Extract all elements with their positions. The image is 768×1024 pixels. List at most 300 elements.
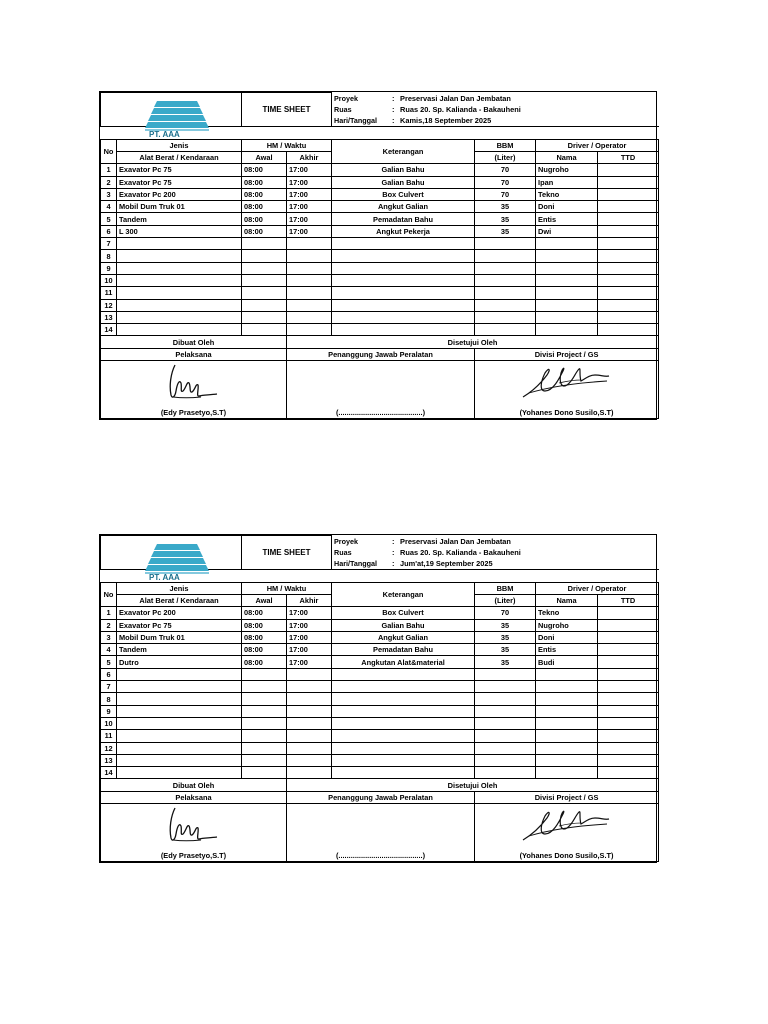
sheet-title: TIME SHEET <box>242 93 332 127</box>
row-akhir <box>287 238 332 250</box>
row-nama <box>536 705 598 717</box>
header-awal: Awal <box>242 594 287 606</box>
row-nama: Doni <box>536 631 598 643</box>
row-nama <box>536 730 598 742</box>
row-bbm: 70 <box>475 607 536 619</box>
row-ttd <box>598 730 659 742</box>
row-awal: 08:00 <box>242 644 287 656</box>
header-driver: Driver / Operator <box>536 582 659 594</box>
row-ttd <box>598 287 659 299</box>
header-alat: Alat Berat / Kendaraan <box>117 151 242 163</box>
pelaksana-label: Pelaksana <box>101 791 287 803</box>
table-row <box>101 176 659 188</box>
row-keterangan: Galian Bahu <box>332 619 475 631</box>
row-bbm <box>475 668 536 680</box>
info-row: Ruas : Ruas 20. Sp. Kalianda - Bakauheni <box>332 104 659 115</box>
header-bbm: BBM <box>475 582 536 594</box>
signer-name: (Edy Prasetyo,S.T) <box>160 408 227 418</box>
row-akhir: 17:00 <box>287 607 332 619</box>
row-bbm: 35 <box>475 656 536 668</box>
row-akhir: 17:00 <box>287 164 332 176</box>
row-bbm <box>475 767 536 779</box>
row-alat <box>117 705 242 717</box>
row-awal: 08:00 <box>242 213 287 225</box>
row-keterangan: Angkut Galian <box>332 201 475 213</box>
row-akhir <box>287 705 332 717</box>
row-no: 9 <box>101 705 117 717</box>
row-nama <box>536 681 598 693</box>
signer-name: (Edy Prasetyo,S.T) <box>160 851 227 861</box>
header-keterangan: Keterangan <box>332 139 475 164</box>
info-value: Ruas 20. Sp. Kalianda - Bakauheni <box>400 547 521 557</box>
table-row <box>101 730 659 742</box>
row-bbm <box>475 730 536 742</box>
row-awal: 08:00 <box>242 619 287 631</box>
row-alat <box>117 262 242 274</box>
row-awal: 08:00 <box>242 188 287 200</box>
logo-cell <box>101 93 242 139</box>
table-row <box>101 681 659 693</box>
row-nama: Doni <box>536 201 598 213</box>
row-no: 4 <box>101 644 117 656</box>
row-ttd <box>598 742 659 754</box>
header-no: No <box>101 582 117 607</box>
row-alat <box>117 742 242 754</box>
row-no: 8 <box>101 693 117 705</box>
row-alat <box>117 693 242 705</box>
row-nama <box>536 311 598 323</box>
row-no: 10 <box>101 274 117 286</box>
table-row <box>101 754 659 766</box>
row-bbm: 35 <box>475 644 536 656</box>
row-ttd <box>598 324 659 336</box>
table-row <box>101 668 659 680</box>
row-keterangan: Galian Bahu <box>332 176 475 188</box>
signature-pelaksana <box>101 361 287 419</box>
company-name: PT. AAA <box>149 573 180 582</box>
header-liter: (Liter) <box>475 594 536 606</box>
header-nama: Nama <box>536 151 598 163</box>
row-bbm <box>475 238 536 250</box>
header-ttd: TTD <box>598 594 659 606</box>
info-row: Hari/Tanggal : Kamis,18 September 2025 <box>332 115 659 127</box>
info-label: Proyek <box>334 93 358 103</box>
row-bbm: 35 <box>475 619 536 631</box>
row-bbm <box>475 742 536 754</box>
row-keterangan <box>332 681 475 693</box>
row-awal <box>242 311 287 323</box>
table-row <box>101 250 659 262</box>
row-no: 3 <box>101 188 117 200</box>
row-keterangan: Angkut Pekerja <box>332 225 475 237</box>
signer-name: (.........................................) <box>335 408 426 418</box>
table-row <box>101 742 659 754</box>
row-akhir <box>287 754 332 766</box>
signature-edy-icon <box>161 804 227 846</box>
row-bbm <box>475 705 536 717</box>
row-awal <box>242 299 287 311</box>
row-bbm <box>475 754 536 766</box>
row-bbm <box>475 250 536 262</box>
disetujui-oleh: Disetujui Oleh <box>287 336 659 348</box>
info-row: Proyek : Preservasi Jalan Dan Jembatan <box>332 93 659 104</box>
row-bbm <box>475 324 536 336</box>
row-keterangan: Galian Bahu <box>332 164 475 176</box>
table-row <box>101 213 659 225</box>
company-name: PT. AAA <box>149 130 180 139</box>
row-no: 2 <box>101 176 117 188</box>
table-row <box>101 324 659 336</box>
row-nama <box>536 742 598 754</box>
row-keterangan: Pemadatan Bahu <box>332 213 475 225</box>
row-no: 6 <box>101 225 117 237</box>
signature-edy-icon <box>161 361 227 403</box>
row-akhir <box>287 668 332 680</box>
row-ttd <box>598 607 659 619</box>
header-no: No <box>101 139 117 164</box>
penanggung-label: Penanggung Jawab Peralatan <box>287 791 475 803</box>
row-bbm: 35 <box>475 225 536 237</box>
row-alat <box>117 287 242 299</box>
table-row <box>101 238 659 250</box>
header-bbm: BBM <box>475 139 536 151</box>
row-akhir: 17:00 <box>287 188 332 200</box>
row-akhir <box>287 730 332 742</box>
row-awal: 08:00 <box>242 201 287 213</box>
signature-divisi <box>475 804 659 862</box>
row-ttd <box>598 299 659 311</box>
info-row: Ruas : Ruas 20. Sp. Kalianda - Bakauheni <box>332 547 659 558</box>
row-bbm: 70 <box>475 176 536 188</box>
row-awal <box>242 324 287 336</box>
row-no: 3 <box>101 631 117 643</box>
row-keterangan <box>332 730 475 742</box>
row-keterangan <box>332 250 475 262</box>
row-keterangan <box>332 717 475 729</box>
row-nama: Nugroho <box>536 164 598 176</box>
row-keterangan <box>332 324 475 336</box>
row-ttd <box>598 238 659 250</box>
info-row: Proyek : Preservasi Jalan Dan Jembatan <box>332 536 659 547</box>
table-row <box>101 619 659 631</box>
row-bbm <box>475 262 536 274</box>
info-value: Ruas 20. Sp. Kalianda - Bakauheni <box>400 104 521 114</box>
row-keterangan <box>332 262 475 274</box>
divisi-label: Divisi Project / GS <box>475 348 659 360</box>
row-akhir <box>287 693 332 705</box>
pelaksana-label: Pelaksana <box>101 348 287 360</box>
row-ttd <box>598 274 659 286</box>
header-akhir: Akhir <box>287 151 332 163</box>
row-awal <box>242 287 287 299</box>
row-ttd <box>598 631 659 643</box>
row-ttd <box>598 225 659 237</box>
row-akhir: 17:00 <box>287 619 332 631</box>
row-alat <box>117 311 242 323</box>
sheet-title: TIME SHEET <box>242 536 332 570</box>
row-awal <box>242 754 287 766</box>
row-alat <box>117 767 242 779</box>
disetujui-oleh: Disetujui Oleh <box>287 779 659 791</box>
row-alat <box>117 238 242 250</box>
row-bbm <box>475 717 536 729</box>
row-no: 5 <box>101 656 117 668</box>
row-awal: 08:00 <box>242 631 287 643</box>
row-bbm <box>475 311 536 323</box>
header-keterangan: Keterangan <box>332 582 475 607</box>
row-ttd <box>598 668 659 680</box>
header-driver: Driver / Operator <box>536 139 659 151</box>
row-no: 11 <box>101 730 117 742</box>
info-value: Preservasi Jalan Dan Jembatan <box>400 93 511 103</box>
row-awal <box>242 742 287 754</box>
row-keterangan <box>332 311 475 323</box>
row-alat: Exavator Pc 75 <box>117 619 242 631</box>
table-row <box>101 287 659 299</box>
row-awal <box>242 274 287 286</box>
row-alat: Tandem <box>117 213 242 225</box>
row-nama: Ipan <box>536 176 598 188</box>
row-alat: Exavator Pc 75 <box>117 176 242 188</box>
row-ttd <box>598 656 659 668</box>
row-alat: Exavator Pc 200 <box>117 607 242 619</box>
row-nama <box>536 287 598 299</box>
row-alat: Exavator Pc 200 <box>117 188 242 200</box>
row-no: 11 <box>101 287 117 299</box>
row-akhir <box>287 250 332 262</box>
info-row: Hari/Tanggal : Jum'at,19 September 2025 <box>332 558 659 570</box>
row-bbm <box>475 693 536 705</box>
info-label: Hari/Tanggal <box>334 116 378 126</box>
row-bbm: 70 <box>475 188 536 200</box>
signature-yohanes-icon <box>519 804 615 846</box>
row-bbm: 70 <box>475 164 536 176</box>
header-hm: HM / Waktu <box>242 139 332 151</box>
table-row <box>101 656 659 668</box>
row-awal: 08:00 <box>242 176 287 188</box>
timesheet-table <box>100 535 659 862</box>
header-nama: Nama <box>536 594 598 606</box>
row-keterangan <box>332 754 475 766</box>
row-ttd <box>598 754 659 766</box>
row-akhir <box>287 311 332 323</box>
row-alat <box>117 324 242 336</box>
row-ttd <box>598 681 659 693</box>
row-alat: L 300 <box>117 225 242 237</box>
row-ttd <box>598 164 659 176</box>
dibuat-oleh: Dibuat Oleh <box>101 779 287 791</box>
row-ttd <box>598 717 659 729</box>
row-akhir: 17:00 <box>287 631 332 643</box>
row-ttd <box>598 201 659 213</box>
row-nama: Tekno <box>536 607 598 619</box>
row-alat <box>117 274 242 286</box>
row-awal <box>242 767 287 779</box>
row-nama: Dwi <box>536 225 598 237</box>
row-alat <box>117 754 242 766</box>
row-nama <box>536 754 598 766</box>
info-label: Proyek <box>334 536 358 546</box>
row-nama <box>536 767 598 779</box>
row-nama <box>536 274 598 286</box>
signature-penanggung <box>287 804 475 862</box>
row-ttd <box>598 250 659 262</box>
row-no: 12 <box>101 742 117 754</box>
row-no: 7 <box>101 681 117 693</box>
row-no: 4 <box>101 201 117 213</box>
row-awal <box>242 681 287 693</box>
header-liter: (Liter) <box>475 151 536 163</box>
row-no: 7 <box>101 238 117 250</box>
row-akhir <box>287 262 332 274</box>
row-no: 6 <box>101 668 117 680</box>
row-akhir: 17:00 <box>287 644 332 656</box>
row-keterangan <box>332 742 475 754</box>
row-bbm: 35 <box>475 631 536 643</box>
divisi-label: Divisi Project / GS <box>475 791 659 803</box>
row-ttd <box>598 311 659 323</box>
signature-penanggung <box>287 361 475 419</box>
info-label: Ruas <box>334 104 352 114</box>
info-value: Preservasi Jalan Dan Jembatan <box>400 536 511 546</box>
row-no: 13 <box>101 311 117 323</box>
row-alat <box>117 681 242 693</box>
row-ttd <box>598 693 659 705</box>
row-keterangan <box>332 274 475 286</box>
table-row <box>101 299 659 311</box>
row-akhir <box>287 299 332 311</box>
row-nama: Budi <box>536 656 598 668</box>
row-alat <box>117 250 242 262</box>
info-label: Ruas <box>334 547 352 557</box>
row-keterangan <box>332 705 475 717</box>
row-nama: Nugroho <box>536 619 598 631</box>
table-row <box>101 705 659 717</box>
row-keterangan: Box Culvert <box>332 607 475 619</box>
row-alat: Exavator Pc 75 <box>117 164 242 176</box>
row-keterangan <box>332 668 475 680</box>
table-row <box>101 631 659 643</box>
row-nama <box>536 324 598 336</box>
info-value: Jum'at,19 September 2025 <box>400 559 493 569</box>
row-akhir: 17:00 <box>287 656 332 668</box>
header-hm: HM / Waktu <box>242 582 332 594</box>
table-row <box>101 225 659 237</box>
row-bbm <box>475 299 536 311</box>
row-alat: Mobil Dum Truk 01 <box>117 201 242 213</box>
info-label: Hari/Tanggal <box>334 559 378 569</box>
row-nama: Entis <box>536 644 598 656</box>
row-akhir: 17:00 <box>287 213 332 225</box>
table-row <box>101 274 659 286</box>
row-awal: 08:00 <box>242 656 287 668</box>
row-nama <box>536 668 598 680</box>
row-nama: Entis <box>536 213 598 225</box>
row-ttd <box>598 767 659 779</box>
row-no: 8 <box>101 250 117 262</box>
row-akhir <box>287 742 332 754</box>
row-nama: Tekno <box>536 188 598 200</box>
signature-pelaksana <box>101 804 287 862</box>
row-bbm <box>475 681 536 693</box>
row-alat <box>117 730 242 742</box>
table-row <box>101 644 659 656</box>
row-alat <box>117 299 242 311</box>
row-keterangan: Angkutan Alat&material <box>332 656 475 668</box>
penanggung-label: Penanggung Jawab Peralatan <box>287 348 475 360</box>
table-row <box>101 164 659 176</box>
row-akhir: 17:00 <box>287 176 332 188</box>
row-awal: 08:00 <box>242 164 287 176</box>
info-value: Kamis,18 September 2025 <box>400 116 492 126</box>
row-nama <box>536 693 598 705</box>
row-keterangan: Angkut Galian <box>332 631 475 643</box>
timesheet-table <box>100 92 659 419</box>
row-akhir: 17:00 <box>287 225 332 237</box>
header-alat: Alat Berat / Kendaraan <box>117 594 242 606</box>
row-awal <box>242 730 287 742</box>
row-nama <box>536 262 598 274</box>
row-awal <box>242 693 287 705</box>
row-nama <box>536 250 598 262</box>
row-keterangan <box>332 299 475 311</box>
row-bbm <box>475 287 536 299</box>
table-row <box>101 717 659 729</box>
row-akhir: 17:00 <box>287 201 332 213</box>
row-akhir <box>287 767 332 779</box>
row-bbm: 35 <box>475 201 536 213</box>
row-no: 14 <box>101 767 117 779</box>
row-ttd <box>598 262 659 274</box>
row-bbm: 35 <box>475 213 536 225</box>
timesheet-2 <box>99 534 657 863</box>
table-row <box>101 311 659 323</box>
row-awal <box>242 668 287 680</box>
header-ttd: TTD <box>598 151 659 163</box>
table-row <box>101 607 659 619</box>
row-nama <box>536 717 598 729</box>
signer-name: (.........................................) <box>335 851 426 861</box>
row-akhir <box>287 274 332 286</box>
row-awal: 08:00 <box>242 225 287 237</box>
row-ttd <box>598 705 659 717</box>
row-nama <box>536 299 598 311</box>
row-ttd <box>598 176 659 188</box>
dibuat-oleh: Dibuat Oleh <box>101 336 287 348</box>
table-row <box>101 693 659 705</box>
logo-cell <box>101 536 242 582</box>
row-no: 5 <box>101 213 117 225</box>
row-keterangan <box>332 693 475 705</box>
row-ttd <box>598 213 659 225</box>
row-awal: 08:00 <box>242 607 287 619</box>
row-no: 14 <box>101 324 117 336</box>
row-no: 10 <box>101 717 117 729</box>
row-nama <box>536 238 598 250</box>
row-akhir <box>287 324 332 336</box>
row-alat <box>117 668 242 680</box>
row-no: 2 <box>101 619 117 631</box>
row-ttd <box>598 644 659 656</box>
signature-divisi <box>475 361 659 419</box>
header-jenis: Jenis <box>117 139 242 151</box>
row-bbm <box>475 274 536 286</box>
row-keterangan <box>332 238 475 250</box>
row-alat: Tandem <box>117 644 242 656</box>
header-awal: Awal <box>242 151 287 163</box>
row-no: 1 <box>101 607 117 619</box>
row-alat <box>117 717 242 729</box>
